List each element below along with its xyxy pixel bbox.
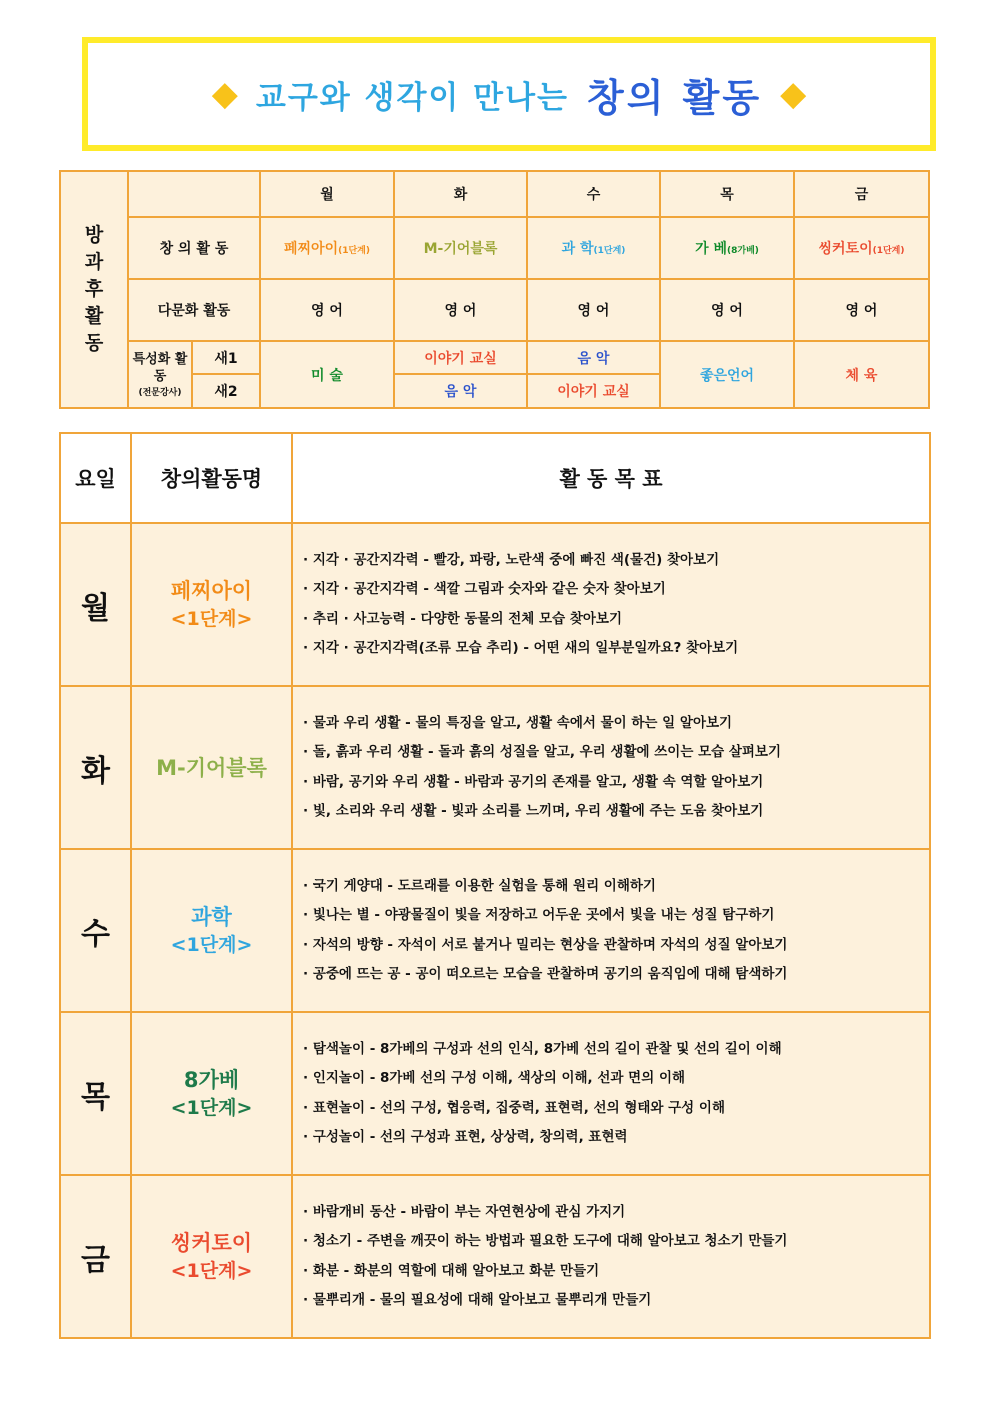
goal-item: · 화분 - 화분의 역할에 대해 알아보고 화분 만들기 — [303, 1262, 600, 1279]
creative-cell: 씽커토이(1단계) — [794, 217, 929, 279]
row-activity: 과학 <1단계> — [131, 849, 292, 1012]
goal-item: · 바람, 공기와 우리 생활 - 바람과 공기의 존재를 알고, 생활 속 역할 알아보기 — [303, 773, 764, 790]
goal-item: · 구성놀이 - 선의 구성과 표현, 상상력, 창의력, 표현력 — [303, 1129, 628, 1145]
day-header: 수 — [527, 171, 660, 217]
special-mon: 미 술 — [260, 341, 394, 408]
row-day: 화 — [60, 686, 131, 849]
goal-item: · 물뿌리개 - 물의 필요성에 대해 알아보고 물뿌리개 만들기 — [303, 1292, 652, 1308]
special-tue1: 이야기 교실 — [394, 341, 527, 374]
english-cell: 영 어 — [660, 279, 794, 341]
goal-item: · 인지놀이 - 8가베 선의 구성 이해, 색상의 이해, 선과 면의 이해 — [303, 1070, 686, 1086]
goal-item: · 청소기 - 주변을 깨끗이 하는 방법과 필요한 도구에 대해 알아보고 청소기 만들기 — [303, 1233, 788, 1249]
special-wed2: 이야기 교실 — [527, 374, 660, 408]
goal-item: · 탐색놀이 - 8가베의 구성과 선의 인식, 8가베 선의 길이 관찰 및 선의 길이 이해 — [303, 1040, 782, 1057]
goal-row — [60, 1012, 930, 1175]
english-cell: 영 어 — [260, 279, 394, 341]
goal-item: · 지각 · 공간지각력 - 색깔 그림과 숫자와 같은 숫자 찾아보기 — [303, 581, 666, 597]
goal-item: · 물과 우리 생활 - 물의 특징을 알고, 생활 속에서 물이 하는 일 알아보기 — [303, 714, 733, 731]
sae2-label: 새2 — [192, 374, 260, 408]
goal-item: · 추리 · 사고능력 - 다양한 동물의 전체 모습 찾아보기 — [303, 610, 622, 627]
goal-item: · 공중에 뜨는 공 - 공이 떠오르는 모습을 관찰하며 공기의 움직임에 대해 탐색하기 — [303, 966, 788, 982]
english-cell: 영 어 — [394, 279, 527, 341]
row-goals — [292, 1175, 930, 1338]
special-fri: 체 육 — [794, 341, 929, 408]
goals-table — [59, 432, 931, 1339]
goal-row — [60, 523, 930, 686]
goal-item: · 표현놀이 - 선의 구성, 협응력, 집중력, 표현력, 선의 형태와 구성 이해 — [303, 1099, 726, 1116]
special-thu: 좋은언어 — [660, 341, 794, 408]
goal-row — [60, 686, 930, 849]
corner-cell — [128, 171, 260, 217]
goal-item: · 자석의 방향 - 자석이 서로 붙거나 밀리는 현상을 관찰하며 자석의 성질 알아보기 — [303, 936, 788, 953]
diamond-icon: ◆ — [211, 74, 238, 114]
row-activity: 8가베 <1단계> — [131, 1012, 292, 1175]
row-goals — [292, 849, 930, 1012]
row-goals — [292, 523, 930, 686]
row-day: 수 — [60, 849, 131, 1012]
english-cell: 영 어 — [794, 279, 929, 341]
goal-item: · 지각 · 공간지각력 - 빨강, 파랑, 노란색 중에 빠진 색(물건) 찾아보기 — [303, 551, 720, 568]
row-goals — [292, 686, 930, 849]
row-activity: 페찌아이 <1단계> — [131, 523, 292, 686]
creative-cell: 과 학(1단계) — [527, 217, 660, 279]
row-activity: 씽커토이 <1단계> — [131, 1175, 292, 1338]
row-goals — [292, 1012, 930, 1175]
row-day: 월 — [60, 523, 131, 686]
day-header: 금 — [794, 171, 929, 217]
title-banner — [82, 37, 936, 151]
goal-item: · 돌, 흙과 우리 생활 - 돌과 흙의 성질을 알고, 우리 생활에 쓰이는 모습 살펴보기 — [303, 744, 782, 760]
creative-cell: 가 베(8가베) — [660, 217, 794, 279]
diamond-icon: ◆ — [780, 74, 807, 114]
title-part1: 교구와 생각이 만나는 — [255, 79, 570, 116]
english-cell: 영 어 — [527, 279, 660, 341]
special-wed1: 음 악 — [527, 341, 660, 374]
row-activity: M-기어블록 — [131, 686, 292, 849]
schedule-table — [59, 170, 930, 409]
goal-row — [60, 1175, 930, 1338]
header-day: 요일 — [60, 433, 131, 523]
row-day: 목 — [60, 1012, 131, 1175]
header-goals: 활 동 목 표 — [292, 433, 930, 523]
creative-cell: 페찌아이(1단계) — [260, 217, 394, 279]
row-label-creative: 창 의 활 동 — [128, 217, 260, 279]
side-label: 방 과 후 활 동 — [60, 171, 128, 408]
creative-cell: M-기어블록 — [394, 217, 527, 279]
row-label-multicultural: 다문화 활동 — [128, 279, 260, 341]
goal-row — [60, 849, 930, 1012]
row-day: 금 — [60, 1175, 131, 1338]
goal-item: · 바람개비 동산 - 바람이 부는 자연현상에 관심 가지기 — [303, 1203, 626, 1220]
header-activity: 창의활동명 — [131, 433, 292, 523]
goal-item: · 국기 게양대 - 도르래를 이용한 실험을 통해 원리 이해하기 — [303, 877, 656, 894]
goal-item: · 빛나는 별 - 야광물질이 빛을 저장하고 어두운 곳에서 빛을 내는 성질 탐구하기 — [303, 907, 775, 923]
goal-item: · 빛, 소리와 우리 생활 - 빛과 소리를 느끼며, 우리 생활에 주는 도움 찾아보기 — [303, 803, 764, 819]
row-label-special: 특성화 활동 (전문강사) — [128, 341, 192, 408]
goal-item: · 지각 · 공간지각력(조류 모습 추리) - 어떤 새의 일부분일까요? 찾아보기 — [303, 640, 739, 656]
sae1-label: 새1 — [192, 341, 260, 374]
special-tue2: 음 악 — [394, 374, 527, 408]
day-header: 월 — [260, 171, 394, 217]
title-part2: 창의 활동 — [587, 75, 763, 120]
day-header: 화 — [394, 171, 527, 217]
day-header: 목 — [660, 171, 794, 217]
